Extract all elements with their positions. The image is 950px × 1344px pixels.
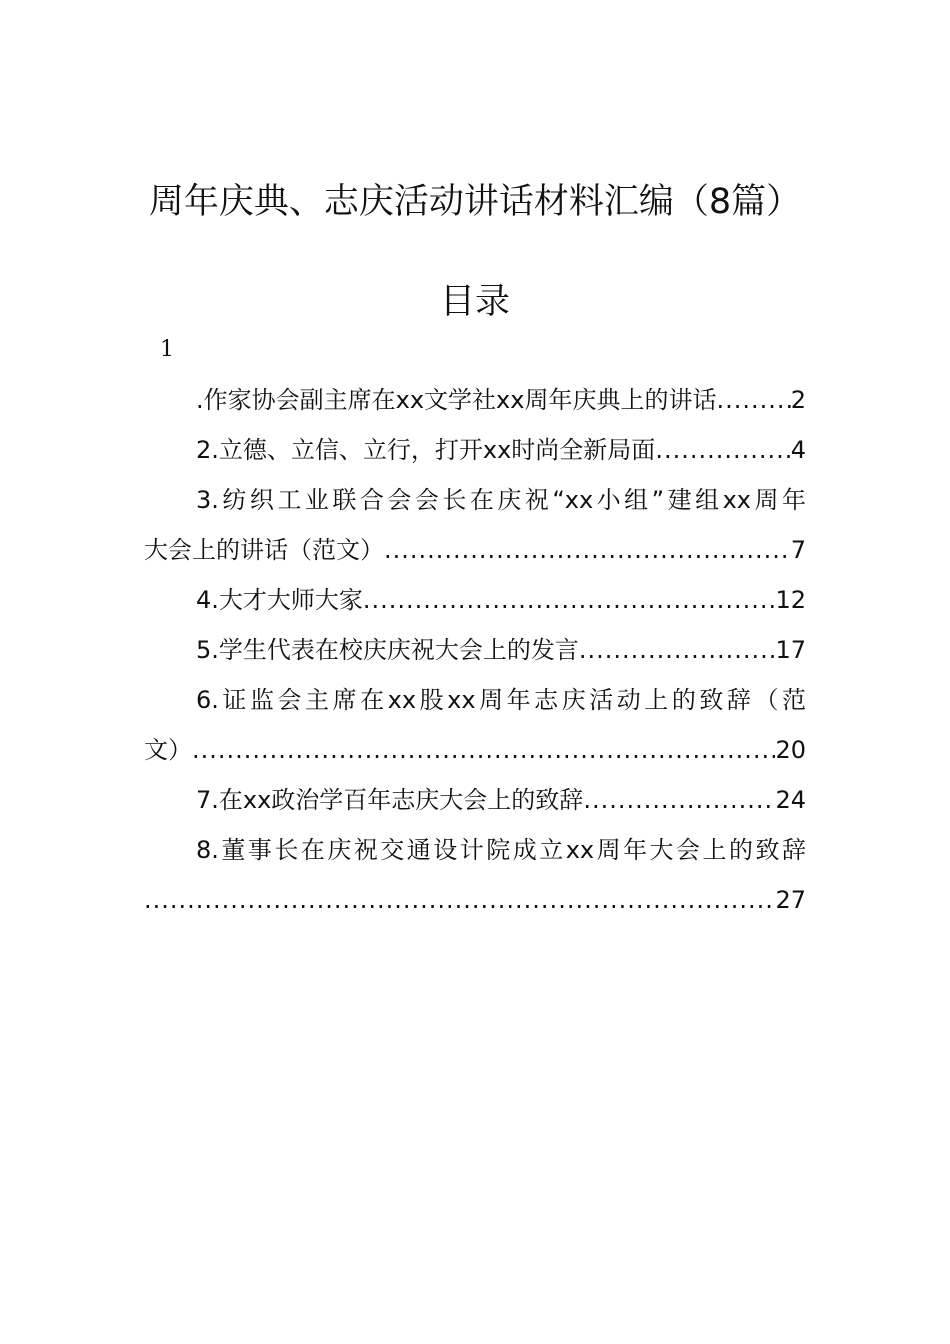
toc-page-number: 7 (790, 536, 806, 564)
table-of-contents (144, 375, 806, 925)
toc-entry-3[interactable] (144, 475, 806, 575)
toc-entry-title-line1: 6.证监会主席在xx股xx周年志庆活动上的致辞（范 (196, 686, 806, 714)
toc-entry-title-line1: 8.董事长在庆祝交通设计院成立xx周年大会上的致辞 (196, 836, 806, 864)
toc-entry-8[interactable] (144, 825, 806, 925)
toc-entry-title: 7.在xx政治学百年志庆大会上的致辞 (196, 786, 584, 814)
toc-entry-title-line2: 文） (144, 736, 192, 764)
toc-entry-5[interactable] (144, 625, 806, 675)
toc-entry-title-line1: 3.纺织工业联合会会长在庆祝“xx小组”建组xx周年 (196, 486, 806, 514)
toc-entry-title: .作家协会副主席在xx文学社xx周年庆典上的讲话 (196, 386, 717, 414)
dot-leader (716, 375, 790, 425)
toc-entry-title-line2: 大会上的讲话（范文） (144, 536, 384, 564)
toc-page-number: 24 (775, 786, 806, 814)
toc-entry-1[interactable] (144, 375, 806, 425)
document-title: 周年庆典、志庆活动讲话材料汇编（8篇） (148, 182, 802, 222)
toc-entry-title: 4.大才大师大家 (196, 586, 363, 614)
list-marker: 1 (160, 337, 174, 362)
toc-page-number: 17 (775, 636, 806, 664)
toc-entry-4[interactable] (144, 575, 806, 625)
dot-leader (144, 875, 775, 925)
toc-entry-2[interactable] (144, 425, 806, 475)
dot-leader (192, 725, 775, 775)
toc-page-number: 20 (775, 736, 806, 764)
toc-entry-6[interactable] (144, 675, 806, 775)
toc-page-number: 27 (775, 886, 806, 914)
toc-page-number: 12 (775, 586, 806, 614)
dot-leader (384, 525, 791, 575)
dot-leader (655, 425, 790, 475)
toc-entry-title: 5.学生代表在校庆庆祝大会上的发言 (196, 636, 579, 664)
toc-page-number: 4 (790, 436, 806, 464)
toc-page-number: 2 (790, 386, 806, 414)
dot-leader (583, 775, 775, 825)
toc-entry-7[interactable] (144, 775, 806, 825)
dot-leader (579, 625, 776, 675)
toc-entry-title: 2.立德、立信、立行，打开xx时尚全新局面 (196, 436, 656, 464)
dot-leader (363, 575, 776, 625)
toc-heading: 目录 (439, 282, 510, 322)
